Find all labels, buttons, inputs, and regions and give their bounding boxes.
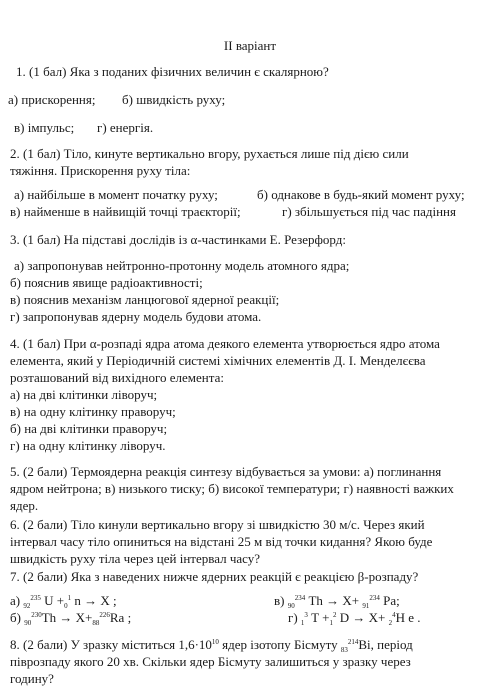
q7d-a1: 3 bbox=[304, 611, 308, 619]
question-6-line-1: 6. (2 бали) Тіло кинули вертикально вгору зі швидкістю 30 м/с. Через який bbox=[10, 517, 425, 532]
question-4-text-line-3: розташований від вихідного елемента: bbox=[10, 370, 224, 385]
q8-exp: 10 bbox=[211, 638, 219, 646]
q7b-z1: 90 bbox=[287, 602, 295, 610]
q7d-a2: 2 bbox=[332, 611, 337, 619]
q7a-tail: n → X ; bbox=[71, 593, 117, 608]
question-4-option-d: г) на одну клітинку ліворуч. bbox=[10, 438, 166, 453]
q7d-z3: 2 bbox=[388, 619, 393, 627]
question-2-option-c: в) найменше в найвищій точці траєкторії; bbox=[10, 204, 241, 219]
question-1-option-a: а) прискорення; bbox=[8, 92, 96, 107]
question-8-line-3: годину? bbox=[10, 671, 54, 686]
question-6-line-2: інтервал часу тіло опиниться на відстані 25 м від точки кидання? Якою буде bbox=[10, 534, 433, 549]
question-4-text-line-2: елемента, який у Періодичній системі хімічних елементів Д. І. Менделєєва bbox=[10, 353, 426, 368]
q7c-z2: 88 bbox=[92, 619, 100, 627]
q7a-lead: а) bbox=[10, 593, 24, 608]
question-7-text: 7. (2 бали) Яка з наведених нижче ядерних реакцій є реакцією β-розпаду? bbox=[10, 569, 419, 584]
question-1-option-d: г) енергія. bbox=[97, 120, 154, 135]
page-title: II варіант bbox=[223, 38, 277, 53]
question-7-option-b bbox=[274, 593, 400, 609]
q7d-z1: 1 bbox=[300, 619, 305, 627]
question-8-line-2: піврозпаду якого 20 хв. Скільки ядер Бісмуту залишиться у зразку через bbox=[10, 654, 411, 669]
q7b-a2: 234 bbox=[369, 594, 380, 602]
q7c-z1: 90 bbox=[24, 619, 32, 627]
question-7-option-c bbox=[10, 610, 131, 626]
q8-mid: ядер ізотопу Бісмуту bbox=[218, 637, 341, 652]
question-7-option-d bbox=[288, 610, 421, 626]
question-3-option-d: г) запропонував ядерну модель будови атома. bbox=[10, 309, 262, 324]
question-5-line-3: ядер. bbox=[10, 498, 39, 513]
q7c-tail: Ra ; bbox=[109, 610, 132, 625]
question-3-option-c: в) пояснив механізм ланцюгової ядерної реакції; bbox=[10, 292, 280, 307]
q7d-lead: г) bbox=[288, 610, 301, 625]
question-4-option-b: в) на одну клітинку праворуч; bbox=[10, 404, 176, 419]
question-3-option-b: б) пояснив явище радіоактивності; bbox=[10, 275, 203, 290]
question-2-option-b: б) однакове в будь-який момент руху; bbox=[257, 187, 465, 202]
question-3-text: 3. (1 бал) На підставі дослідів із α-частинками Е. Резерфорд: bbox=[10, 232, 346, 247]
q7b-lead: в) bbox=[274, 593, 288, 608]
q7a-z1: 92 bbox=[23, 602, 31, 610]
question-1-option-b: б) швидкість руху; bbox=[122, 92, 226, 107]
q7b-z2: 91 bbox=[362, 602, 370, 610]
q7c-a2: 226 bbox=[99, 611, 110, 619]
q7d-z2: 1 bbox=[329, 619, 333, 627]
question-6-line-3: швидкість руху тіла через цей інтервал часу? bbox=[10, 551, 261, 566]
question-2-option-a: а) найбільше в момент початку руху; bbox=[14, 187, 218, 202]
q7d-mid2: D → X+ bbox=[336, 610, 389, 625]
question-5-line-2: ядром нейтрона; в) низького тиску; б) високої температури; г) наявності важких bbox=[10, 481, 454, 496]
q8-a: 214 bbox=[347, 638, 359, 646]
q8-post: Bi, період bbox=[358, 637, 413, 652]
question-2-option-d: г) збільшується під час падіння bbox=[282, 204, 456, 219]
q7a-a1: 235 bbox=[30, 594, 41, 602]
question-2-text-line-1: 2. (1 бал) Тіло, кинуте вертикально вгору, рухається лише під дією сили bbox=[10, 146, 409, 161]
q8-pre: 8. (2 бали) У зразку міститься 1,6·10 bbox=[10, 637, 212, 652]
q7c-lead: б) bbox=[10, 610, 25, 625]
q7b-tail: Pa; bbox=[379, 593, 400, 608]
question-2-text-line-2: тяжіння. Прискорення руху тіла: bbox=[10, 163, 191, 178]
question-4-option-a: а) на дві клітинки ліворуч; bbox=[10, 387, 158, 402]
q7a-mid: U + bbox=[40, 593, 65, 608]
q7d-a3: 4 bbox=[392, 611, 396, 619]
q7c-a1: 230 bbox=[31, 611, 42, 619]
q7d-tail: H e . bbox=[395, 610, 421, 625]
question-7-option-a bbox=[10, 593, 117, 609]
question-4-text-line-1: 4. (1 бал) При α-розпаді ядра атома деякого елемента утворюється ядро атома bbox=[10, 336, 440, 351]
q7a-a2: 1 bbox=[67, 594, 72, 602]
question-8-line-1 bbox=[10, 637, 413, 653]
q7b-mid: Th → X+ bbox=[305, 593, 363, 608]
question-1-text: 1. (1 бал) Яка з поданих фізичних величин є скалярною? bbox=[16, 64, 329, 79]
q7c-mid: Th → X+ bbox=[41, 610, 93, 625]
q7d-mid1: T + bbox=[307, 610, 330, 625]
q8-z: 83 bbox=[340, 646, 348, 654]
q7a-z2: 0 bbox=[64, 602, 68, 610]
question-5-line-1: 5. (2 бали) Термоядерна реакція синтезу відбувається за умови: а) поглинання bbox=[10, 464, 442, 479]
question-4-option-c: б) на дві клітинки праворуч; bbox=[10, 421, 168, 436]
q7b-a1: 234 bbox=[294, 594, 306, 602]
question-1-option-c: в) імпульс; bbox=[14, 120, 75, 135]
question-3-option-a: а) запропонував нейтронно-протонну модель атомного ядра; bbox=[14, 258, 350, 273]
